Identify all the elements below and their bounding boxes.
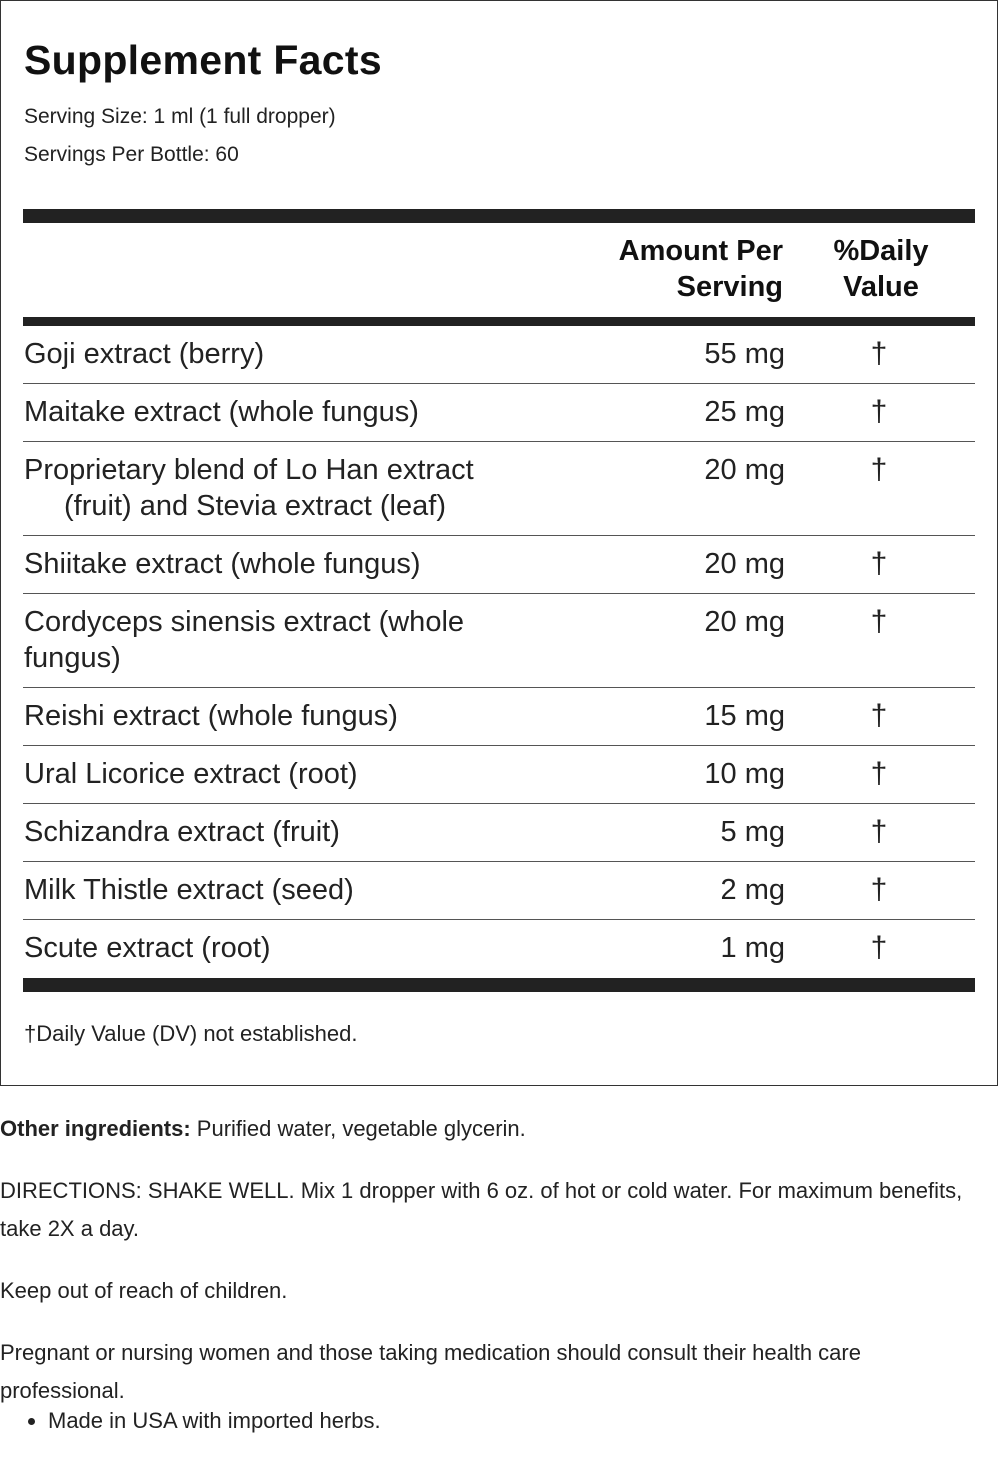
daily-value-dagger: † xyxy=(870,453,888,486)
table-row xyxy=(23,326,975,384)
table-row xyxy=(23,442,975,536)
directions-text: DIRECTIONS: SHAKE WELL. Mix 1 dropper with 6 oz. of hot or cold water. For maximum benefits, take 2X a day. xyxy=(0,1178,963,1241)
warning-pregnant: Pregnant or nursing women and those taking medication should consult their health care professional. xyxy=(0,1340,861,1403)
ingredient-amount: 20 mg xyxy=(704,548,785,580)
ingredient-amount: 15 mg xyxy=(704,700,785,732)
daily-value-footnote: †Daily Value (DV) not established. xyxy=(24,1021,358,1046)
ingredient-amount: 20 mg xyxy=(704,606,785,638)
panel-title: Supplement Facts xyxy=(24,37,382,83)
daily-value-dagger: † xyxy=(870,873,888,906)
daily-value-column-header: %Daily Value xyxy=(833,235,929,303)
daily-value-dagger: † xyxy=(870,547,888,580)
table-row xyxy=(23,384,975,442)
daily-value-dagger: † xyxy=(870,931,888,964)
ingredient-amount: 55 mg xyxy=(704,338,785,370)
daily-value-dagger: † xyxy=(870,605,888,638)
daily-value-dagger: † xyxy=(870,815,888,848)
ingredient-name: Scute extract (root) xyxy=(24,932,271,964)
table-row xyxy=(23,688,975,746)
ingredient-name: Shiitake extract (whole fungus) xyxy=(24,548,421,580)
ingredient-name: Maitake extract (whole fungus) xyxy=(24,396,419,428)
ingredient-amount: 10 mg xyxy=(704,758,785,790)
serving-size: Serving Size: 1 ml (1 full dropper) xyxy=(24,105,336,128)
top-divider xyxy=(23,209,975,223)
table-row xyxy=(23,536,975,594)
bottom-divider xyxy=(23,978,975,992)
ingredient-amount: 20 mg xyxy=(704,454,785,486)
ingredient-name: Goji extract (berry) xyxy=(24,338,265,370)
ingredient-name: Schizandra extract (fruit) xyxy=(24,816,340,848)
header-divider xyxy=(23,317,975,326)
table-row xyxy=(23,862,975,920)
daily-value-dagger: † xyxy=(870,757,888,790)
servings-per-bottle: Servings Per Bottle: 60 xyxy=(24,143,239,166)
warning-children: Keep out of reach of children. xyxy=(0,1278,288,1303)
daily-value-dagger: † xyxy=(870,699,888,732)
ingredient-name: Reishi extract (whole fungus) xyxy=(24,700,398,732)
bullet-list xyxy=(0,1404,381,1438)
ingredient-amount: 25 mg xyxy=(704,396,785,428)
ingredient-amount: 1 mg xyxy=(720,932,785,964)
ingredient-name: Proprietary blend of Lo Han extract (fruit) and Stevia extract (leaf) xyxy=(24,454,474,522)
table-row xyxy=(23,746,975,804)
list-item: • Made in USA with imported herbs. xyxy=(48,1404,381,1438)
table-row xyxy=(23,804,975,862)
daily-value-dagger: † xyxy=(870,337,888,370)
ingredient-amount: 5 mg xyxy=(720,816,785,848)
daily-value-dagger: † xyxy=(870,395,888,428)
table-row xyxy=(23,594,975,688)
amount-column-header: Amount Per Serving xyxy=(618,235,783,303)
ingredient-name: Ural Licorice extract (root) xyxy=(24,758,358,790)
ingredient-name: Cordyceps sinensis extract (whole fungus) xyxy=(24,606,465,674)
other-ingredients-text: Purified water, vegetable glycerin. xyxy=(190,1116,526,1141)
ingredient-name: Milk Thistle extract (seed) xyxy=(24,874,354,906)
ingredient-table xyxy=(23,326,975,978)
ingredient-amount: 2 mg xyxy=(720,874,785,906)
other-ingredients xyxy=(0,1110,990,1148)
table-row xyxy=(23,920,975,978)
other-ingredients-label: Other ingredients: xyxy=(0,1116,191,1141)
